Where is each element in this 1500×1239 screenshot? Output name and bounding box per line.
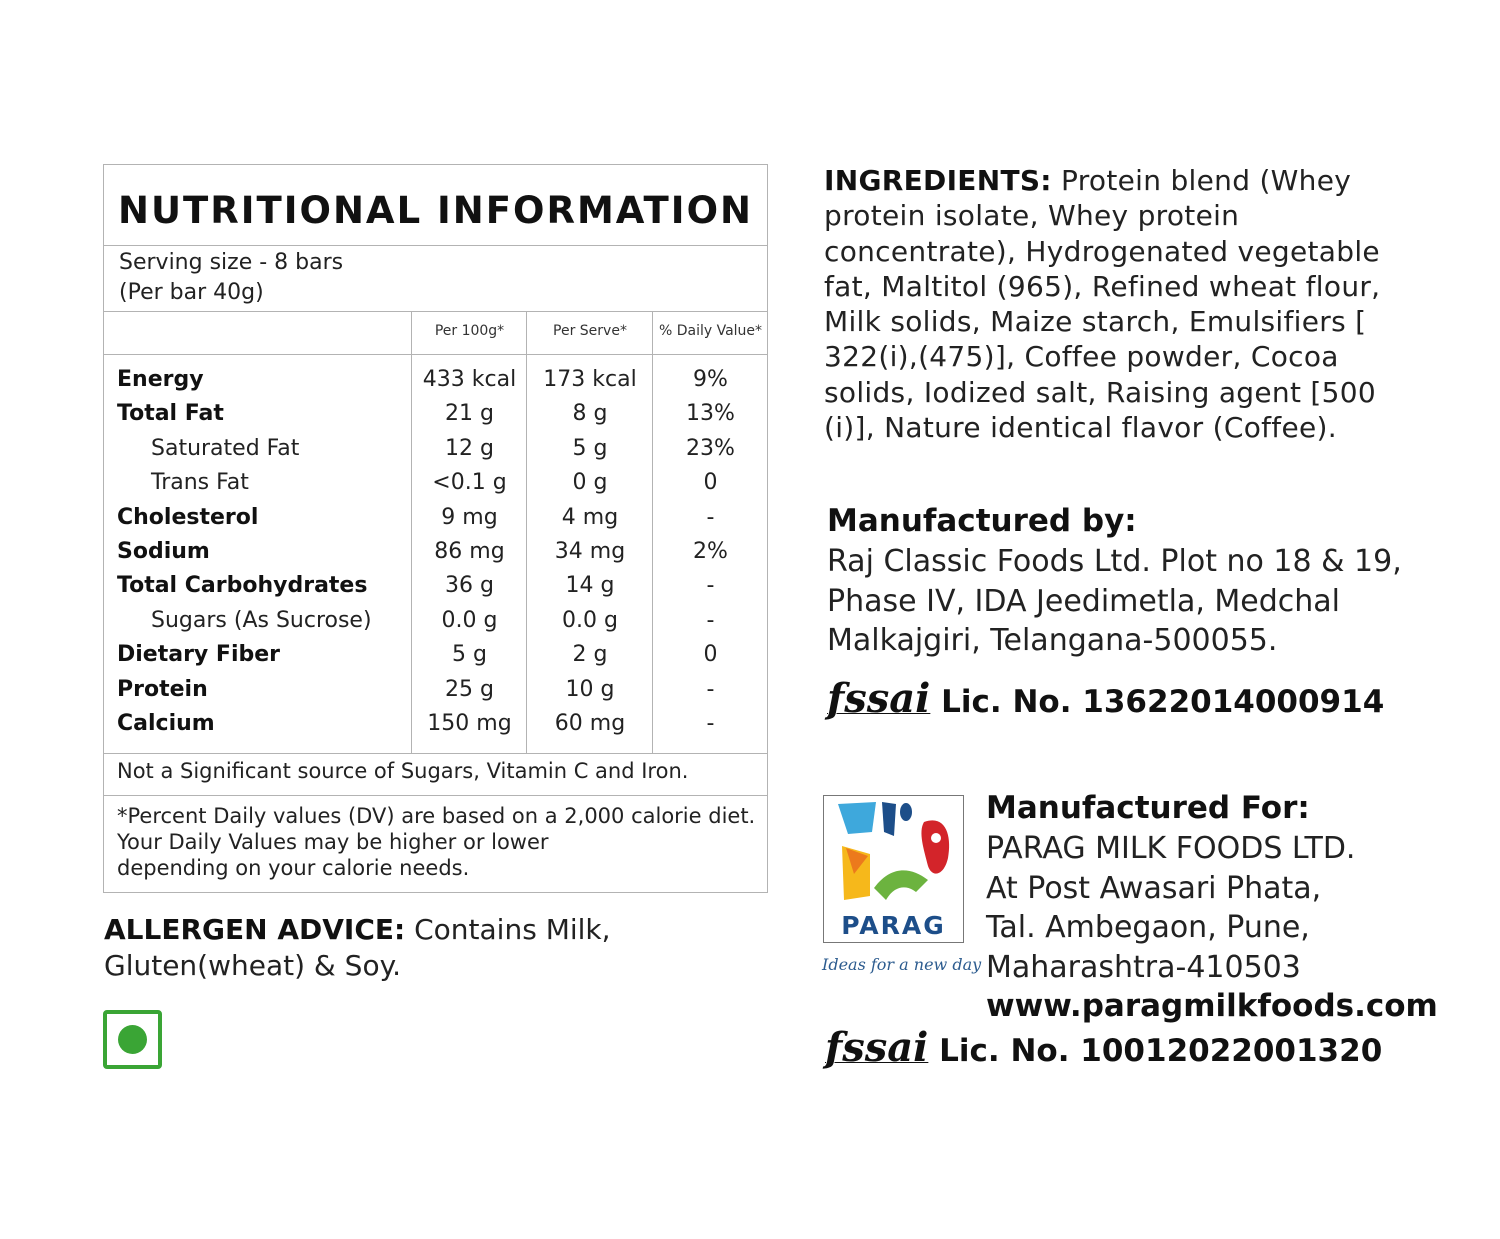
daily-value-note-line: depending on your calorie needs. — [117, 856, 470, 880]
nutrient-label: Dietary Fiber — [117, 642, 281, 668]
license-number: Lic. No. 13622014000914 — [941, 684, 1385, 720]
serving-per-bar-line: (Per bar 40g) — [119, 280, 264, 305]
address-line: Raj Classic Foods Ltd. Plot no 18 & 19, — [827, 544, 1402, 579]
divider — [104, 753, 767, 754]
nutrition-panel — [103, 164, 768, 893]
serving-size — [119, 248, 343, 308]
brand-tagline: Ideas for a new day — [822, 955, 982, 974]
parag-logo — [823, 795, 964, 943]
allergen-label: ALLERGEN ADVICE: — [104, 913, 406, 946]
fssai-logo-icon: fssai — [825, 1024, 929, 1071]
address-line: Tal. Ambegaon, Pune, — [986, 910, 1310, 945]
manufacturer-license — [827, 675, 1384, 722]
value-per-serve: 60 mg — [554, 711, 626, 736]
daily-value-note — [117, 803, 757, 881]
value-per-100g: 433 kcal — [422, 367, 517, 392]
value-per-serve: 0.0 g — [562, 607, 618, 633]
value-daily: - — [706, 504, 715, 530]
value-per-100g: 9 mg — [441, 504, 498, 530]
nutrition-row — [104, 466, 767, 500]
manufactured-by-title: Manufactured by: — [827, 503, 1137, 539]
nutrient-label: Saturated Fat — [151, 435, 300, 461]
value-per-100g: 25 g — [445, 676, 494, 702]
value-per-serve: 14 g — [565, 573, 615, 599]
value-per-serve: 173 kcal — [543, 367, 637, 392]
license-number: Lic. No. 10012022001320 — [939, 1033, 1383, 1069]
value-daily: 0 — [703, 470, 718, 496]
value-per-serve: 2 g — [572, 642, 608, 668]
value-per-serve: 0 g — [572, 470, 608, 496]
address-line: At Post Awasari Phata, — [986, 870, 1322, 906]
veg-symbol-icon — [103, 1010, 162, 1069]
nutrient-label: Sugars (As Sucrose) — [151, 607, 372, 633]
divider — [104, 354, 767, 355]
value-per-100g: 12 g — [445, 435, 494, 461]
nutrition-row — [104, 501, 767, 535]
nutrient-label: Protein — [117, 676, 208, 702]
manufactured-for-title: Manufactured For: — [986, 790, 1310, 826]
column-header-per-serve: Per Serve* — [553, 323, 627, 339]
column-header-daily-value: % Daily Value* — [658, 323, 763, 339]
nutrient-label: Sodium — [117, 539, 210, 564]
nutrition-row — [104, 397, 767, 431]
nutrition-row — [104, 569, 767, 603]
nutrient-label: Calcium — [117, 711, 215, 736]
divider — [104, 795, 767, 796]
nutrition-row — [104, 673, 767, 707]
value-per-100g: 0.0 g — [441, 607, 498, 633]
daily-value-note-line: *Percent Daily values (DV) are based on a 2,000 calorie diet. — [117, 804, 756, 828]
allergen-advice — [104, 912, 624, 984]
parag-brand-name: PARAG — [841, 911, 946, 940]
value-per-serve: 34 mg — [554, 539, 626, 564]
value-daily: - — [706, 676, 715, 702]
nutrition-title: NUTRITIONAL INFORMATION — [104, 165, 767, 246]
address-line: Phase IV, IDA Jeedimetla, Medchal — [827, 583, 1341, 619]
nutrient-label: Cholesterol — [117, 504, 259, 530]
value-daily: 2% — [693, 539, 728, 564]
marketer-license — [825, 1024, 1382, 1071]
allergen-text: Contains Milk, Gluten(wheat) & Soy. — [104, 913, 611, 982]
nutrition-row — [104, 535, 767, 569]
value-daily: 13% — [686, 401, 735, 427]
nutrient-label: Total Carbohydrates — [117, 573, 368, 599]
value-per-serve: 4 mg — [561, 504, 619, 530]
value-daily: - — [706, 573, 715, 599]
value-per-100g: 21 g — [445, 401, 494, 427]
value-per-100g: 36 g — [445, 573, 494, 599]
veg-dot — [118, 1025, 147, 1054]
address-line: Maharashtra-410503 — [986, 949, 1301, 985]
address-line: Malkajgiri, Telangana-500055. — [827, 623, 1278, 658]
value-per-100g: <0.1 g — [432, 470, 507, 496]
nutrition-row — [104, 638, 767, 672]
nutrition-row — [104, 363, 767, 397]
value-daily: 9% — [693, 367, 728, 392]
ingredients-label: INGREDIENTS: — [824, 164, 1052, 197]
ingredients — [824, 163, 1384, 445]
nutrient-label: Trans Fat — [151, 470, 249, 496]
value-daily: - — [706, 607, 715, 633]
value-per-serve: 5 g — [572, 435, 608, 461]
value-per-100g: 5 g — [452, 642, 487, 668]
website-link[interactable]: www.paragmilkfoods.com — [986, 988, 1438, 1024]
nutrient-label: Energy — [117, 367, 204, 392]
nutrition-row — [104, 707, 767, 741]
manufactured-for-address — [986, 829, 1466, 987]
value-per-100g: 150 mg — [427, 711, 512, 736]
significant-source-note: Not a Significant source of Sugars, Vitamin C and Iron. — [117, 759, 689, 783]
daily-value-note-line: Your Daily Values may be higher or lower — [117, 830, 549, 854]
value-daily: 0 — [703, 642, 718, 668]
value-daily: - — [706, 711, 715, 736]
value-per-serve: 10 g — [565, 676, 615, 702]
serving-size-line: Serving size - 8 bars — [119, 250, 344, 275]
nutrient-label: Total Fat — [117, 401, 224, 427]
divider — [104, 311, 767, 312]
manufactured-by-address — [827, 542, 1447, 661]
column-header-per-100g: Per 100g* — [434, 323, 505, 339]
nutrition-row — [104, 432, 767, 466]
fssai-logo-icon: fssai — [827, 675, 931, 722]
ingredients-text: Protein blend (Whey protein isolate, Whey protein concentrate), Hydrogenated vegetable fat, Maltitol (965), Refined wheat flour, Milk solids, Maize starch, Emulsifiers [ 322(i),(475)], Coffee powder, Cocoa solids, Iodized salt, Raising agent [500 (i)], Nature identical flavor (Coffee). — [824, 164, 1381, 445]
value-daily: 23% — [686, 435, 735, 461]
value-per-100g: 86 mg — [434, 539, 505, 564]
value-per-serve: 8 g — [572, 401, 608, 427]
address-line: PARAG MILK FOODS LTD. — [986, 831, 1356, 866]
nutrition-row — [104, 604, 767, 638]
